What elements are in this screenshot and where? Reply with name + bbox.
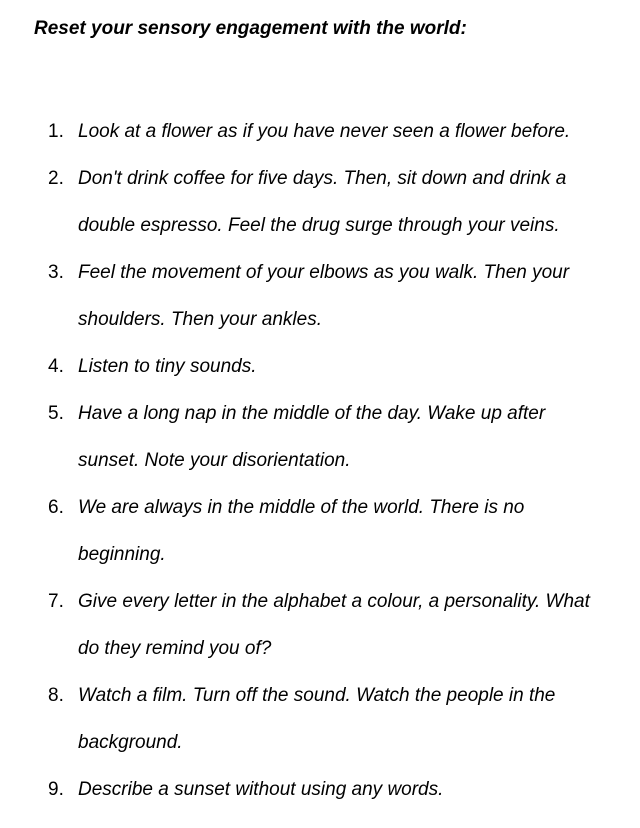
list-item-number: 2.	[48, 168, 64, 189]
list-item	[0, 108, 640, 155]
list-item-text	[78, 155, 618, 249]
list-item	[0, 672, 640, 766]
list-item	[0, 343, 640, 390]
list-item-line: double espresso. Feel the drug surge through your veins.	[78, 215, 560, 236]
list-item-line: shoulders. Then your ankles.	[78, 309, 322, 330]
list-item-text	[78, 343, 618, 390]
list-item-number: 9.	[48, 779, 64, 800]
list-item-text	[78, 249, 618, 343]
list-item	[0, 390, 640, 484]
list-item	[0, 766, 640, 813]
list-item-text	[78, 390, 618, 484]
list-item-line: do they remind you of?	[78, 638, 272, 659]
list-item-text	[78, 672, 618, 766]
list-item-text	[78, 484, 618, 578]
list-item-line: sunset. Note your disorientation.	[78, 450, 351, 471]
list-item-line: Listen to tiny sounds.	[78, 356, 257, 377]
list-item-line: beginning.	[78, 544, 166, 565]
list-item-line: background.	[78, 732, 183, 753]
list-item	[0, 249, 640, 343]
list-item-number: 5.	[48, 403, 64, 424]
list-item-number: 4.	[48, 356, 64, 377]
list-item-line: Don't drink coffee for five days. Then, sit down and drink a	[78, 168, 567, 189]
list-item-line: Give every letter in the alphabet a colour, a personality. What	[78, 591, 590, 612]
list-item-number: 6.	[48, 497, 64, 518]
list-item-text	[78, 578, 618, 672]
list-item-text	[78, 108, 618, 155]
numbered-list	[0, 108, 640, 813]
list-item	[0, 484, 640, 578]
list-item-line: Look at a flower as if you have never seen a flower before.	[78, 121, 571, 142]
list-item-number: 8.	[48, 685, 64, 706]
page-heading: Reset your sensory engagement with the world:	[34, 18, 467, 39]
list-item-line: Feel the movement of your elbows as you walk. Then your	[78, 262, 570, 283]
list-item-text	[78, 766, 618, 813]
list-item-line: Describe a sunset without using any words.	[78, 779, 444, 800]
list-item-number: 3.	[48, 262, 64, 283]
list-item	[0, 155, 640, 249]
list-item-line: Have a long nap in the middle of the day. Wake up after	[78, 403, 546, 424]
list-item-number: 1.	[48, 121, 64, 142]
list-item-number: 7.	[48, 591, 64, 612]
list-item	[0, 578, 640, 672]
list-item-line: We are always in the middle of the world. There is no	[78, 497, 525, 518]
list-item-line: Watch a film. Turn off the sound. Watch the people in the	[78, 685, 556, 706]
